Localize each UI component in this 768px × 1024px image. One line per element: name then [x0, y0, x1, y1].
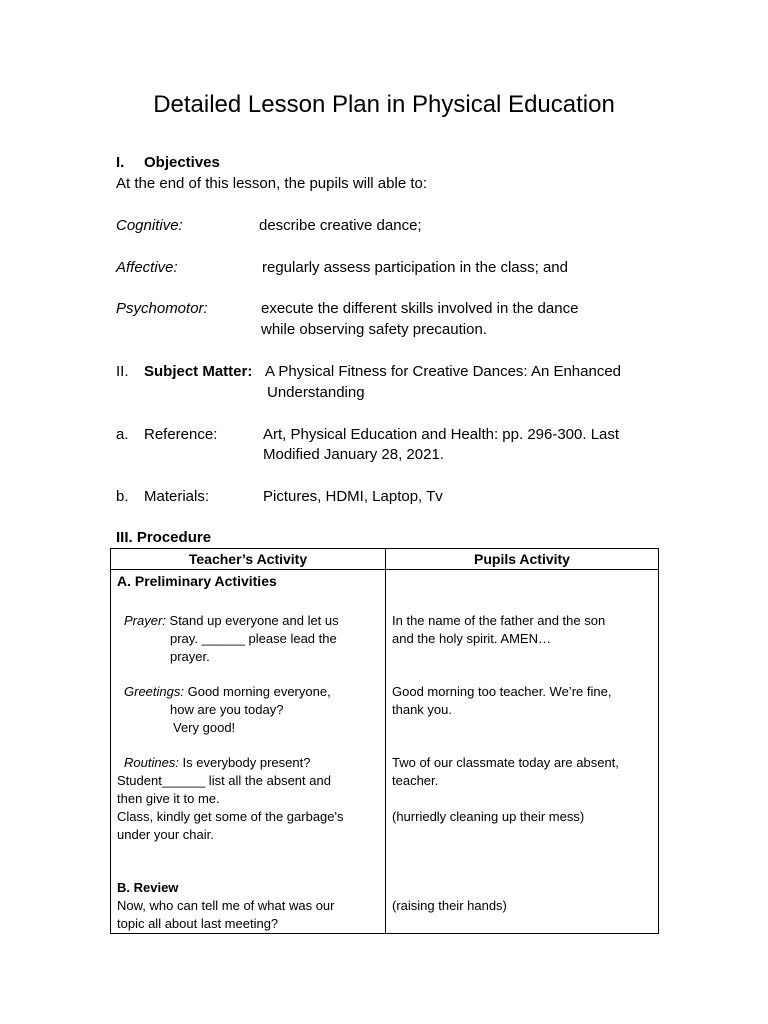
- subject-number: II.: [116, 363, 129, 380]
- preliminary-heading: A. Preliminary Activities: [117, 573, 277, 589]
- materials-label: Materials:: [144, 488, 210, 505]
- prayer-label: Prayer:: [124, 613, 166, 628]
- review-heading: B. Review: [117, 880, 179, 895]
- reference-letter: a.: [116, 426, 129, 443]
- routines-line2: Student______ list all the absent and: [117, 773, 331, 788]
- reference-label: Reference:: [144, 426, 218, 443]
- routines-response-line2: teacher.: [392, 773, 439, 788]
- materials-letter: b.: [116, 488, 129, 505]
- objectives-number: I.: [116, 154, 125, 171]
- materials-text: Pictures, HDMI, Laptop, Tv: [263, 488, 443, 505]
- greetings-line3: Very good!: [173, 720, 236, 735]
- reference-line1: Art, Physical Education and Health: pp. 296-300. Last: [263, 426, 620, 443]
- review-line2: topic all about last meeting?: [117, 916, 279, 931]
- header-divider: [111, 569, 658, 570]
- teacher-column-header: Teacher’s Activity: [188, 551, 308, 567]
- review-line1: Now, who can tell me of what was our: [117, 898, 335, 913]
- objectives-heading: Objectives: [144, 154, 220, 171]
- greetings-text: Good morning everyone,: [183, 684, 331, 699]
- affective-label: Affective:: [116, 259, 178, 276]
- cognitive-text: describe creative dance;: [259, 217, 422, 234]
- greetings-response-line1: Good morning too teacher. We’re fine,: [392, 684, 612, 699]
- routines-text: Is everybody present?: [178, 755, 311, 770]
- affective-text: regularly assess participation in the class; and: [262, 259, 568, 276]
- procedure-table: [110, 548, 659, 934]
- routines-response-line1: Two of our classmate today are absent,: [392, 755, 619, 770]
- page-title: Detailed Lesson Plan in Physical Education: [153, 91, 615, 118]
- prayer-line2: pray. ______ please lead the: [170, 631, 337, 646]
- objectives-intro: At the end of this lesson, the pupils will able to:: [116, 175, 428, 192]
- routines-line1: [124, 754, 310, 772]
- psychomotor-label: Psychomotor:: [116, 300, 208, 317]
- subject-text-line2: Understanding: [267, 384, 365, 401]
- cognitive-label: Cognitive:: [116, 217, 183, 234]
- greetings-line2: how are you today?: [170, 702, 284, 717]
- review-response: (raising their hands): [392, 898, 507, 913]
- subject-text-line1: A Physical Fitness for Creative Dances: An Enhanced: [265, 363, 622, 380]
- prayer-line3: prayer.: [170, 649, 210, 664]
- subject-heading: Subject Matter:: [144, 363, 253, 380]
- prayer-text: Stand up everyone and let us: [165, 613, 339, 628]
- reference-line2: Modified January 28, 2021.: [263, 446, 444, 463]
- psychomotor-text-line2: while observing safety precaution.: [261, 321, 487, 338]
- routines-label: Routines:: [124, 755, 179, 770]
- prayer-response-line2: and the holy spirit. AMEN…: [392, 631, 551, 646]
- prayer-response-line1: In the name of the father and the son: [392, 613, 606, 628]
- greetings-response-line2: thank you.: [392, 702, 452, 717]
- greetings-label: Greetings:: [124, 684, 184, 699]
- column-divider: [385, 549, 386, 933]
- psychomotor-text-line1: execute the different skills involved in the dance: [261, 300, 579, 317]
- pupils-column-header: Pupils Activity: [474, 551, 570, 567]
- routines-line3: then give it to me.: [117, 791, 220, 806]
- prayer-line1: [124, 612, 339, 630]
- greetings-line1: [124, 683, 331, 701]
- routines-line5: under your chair.: [117, 827, 214, 842]
- routines-response-line3: (hurriedly cleaning up their mess): [392, 809, 585, 824]
- procedure-heading: III. Procedure: [116, 529, 212, 546]
- routines-line4: Class, kindly get some of the garbage's: [117, 809, 344, 824]
